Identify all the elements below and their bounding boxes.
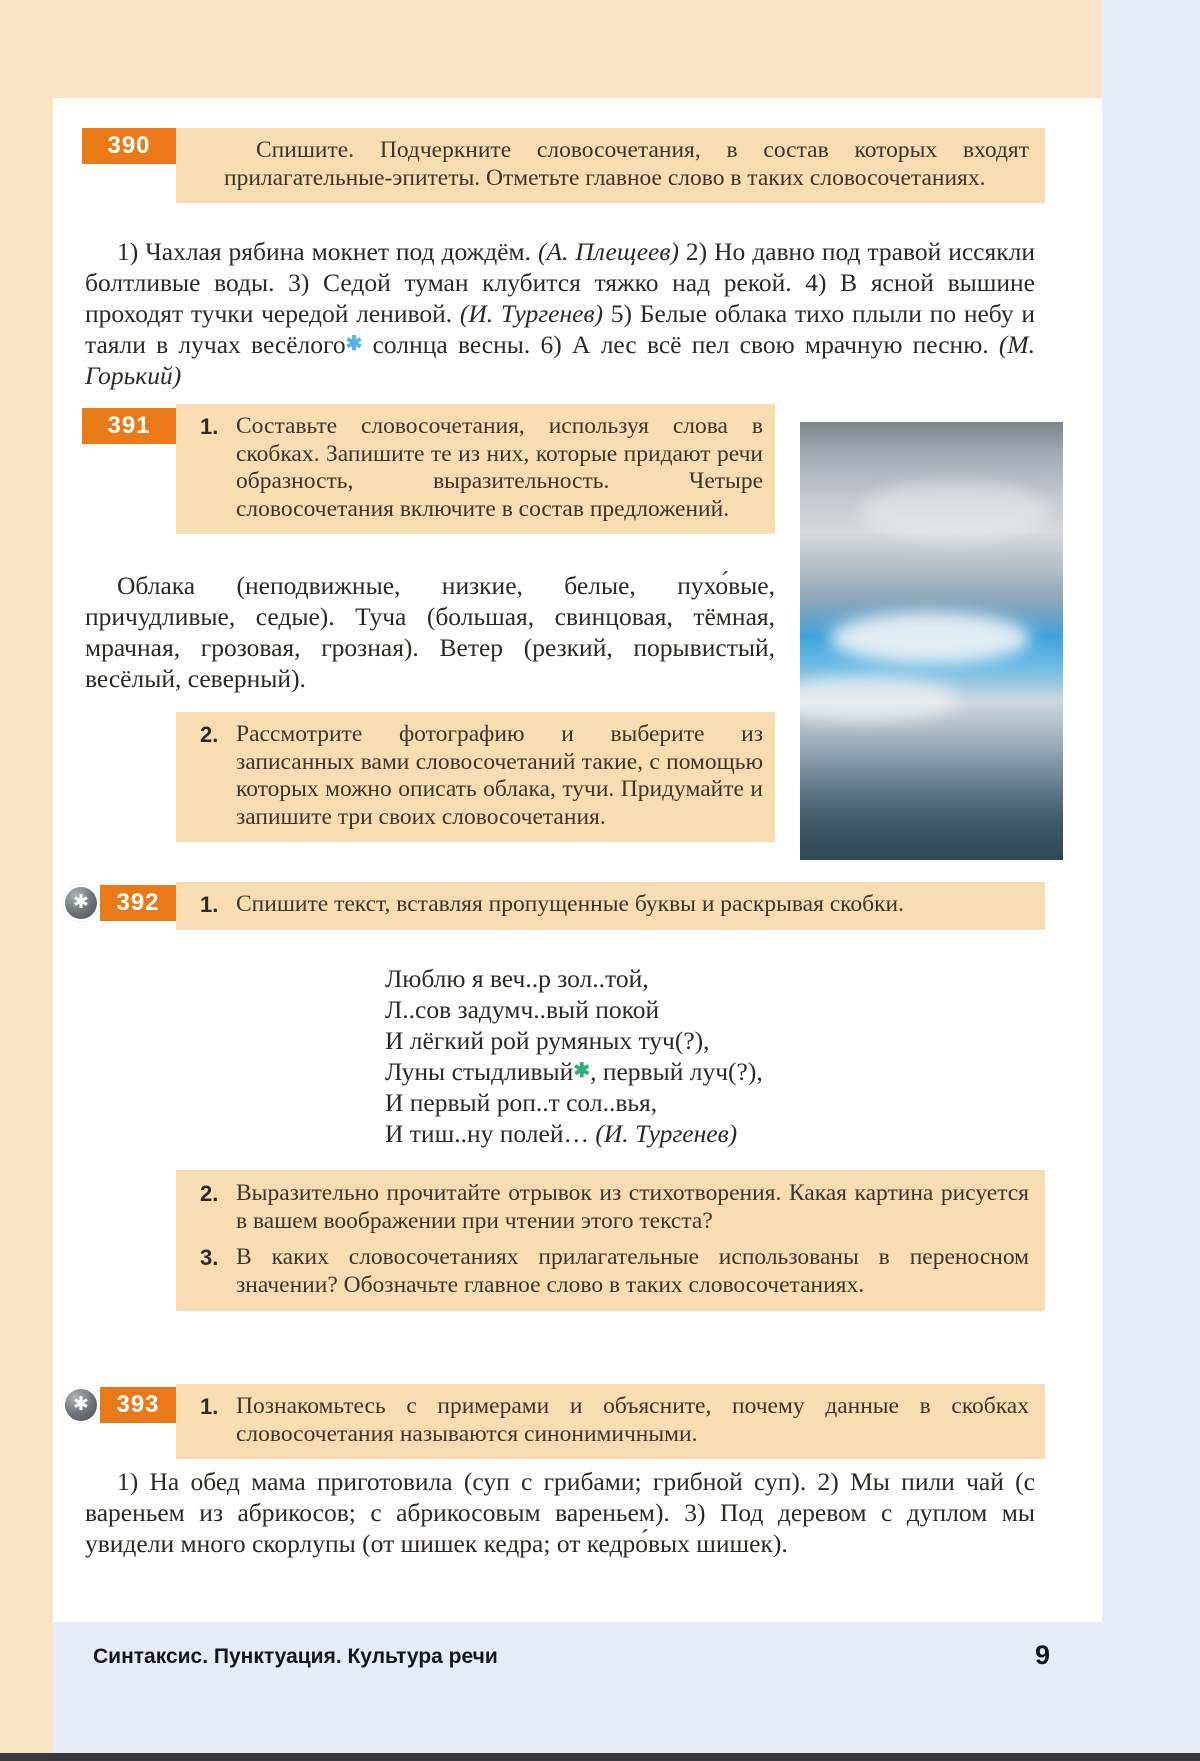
author-name: (А. Плещеев) <box>537 237 679 266</box>
text-segment: И тиш..ну полей… <box>385 1119 596 1148</box>
item-number-label: 3. <box>200 1245 219 1270</box>
text-segment: 2) Но давно под травой иссякли болтливые воды. 3) Седой туман клубится тяжко над рекой. 4) В ясной вышине проходят тучки чередой ленивой. <box>85 237 1035 328</box>
instruction-text: Спишите текст, вставляя пропущенные буквы и раскрывая скобки. <box>236 891 904 917</box>
instruction-text: Выразительно прочитайте отрывок из стихотворения. Какая картина рисуется в вашем воображении при чтении этого текста? <box>236 1180 1029 1234</box>
exercise-391-instruction-part2 <box>176 712 775 842</box>
footnote-star-icon: ✱ <box>345 333 363 355</box>
exercise-393-text <box>85 1466 1035 1559</box>
poem-line <box>385 1118 763 1149</box>
exercise-392-badge: 392 <box>100 885 176 921</box>
text-segment: солнца весны. 6) А лес всё пел свою мрачную песню. <box>362 330 999 359</box>
difficulty-star-icon <box>62 884 100 922</box>
exercise-390-instruction <box>176 128 1045 203</box>
clouds-photo <box>800 422 1063 860</box>
text-segment: 1) Чахлая рябина мокнет под дождём. <box>117 237 538 266</box>
exercise-390-badge: 390 <box>82 128 176 164</box>
page-bottom-edge <box>0 1753 1200 1761</box>
exercise-392-instruction-part1 <box>176 882 1045 930</box>
text-segment: Облака (неподвижные, низкие, белые, пухо́вые, причудливые, седые). Туча (большая, свинцовая, тёмная, мрачная, грозовая, грозная). Ветер (резкий, порывистый, весёлый, северный). <box>85 571 775 693</box>
text-segment: Луны стыдливый <box>385 1057 574 1086</box>
cloud-shape <box>860 482 1050 542</box>
text-segment: 1) На обед мама приготовила (суп с грибами; грибной суп). 2) Мы пили чай (с вареньем из абрикосов; с абрикосовым вареньем). 3) Под деревом с дуплом мы увидели много скорлупы (от шишек кедра; от кедро́вых шишек). <box>85 1467 1035 1558</box>
text-segment: 5) Белые облака тихо плыли по небу и таяли в лучах весёлого <box>85 299 1035 359</box>
item-number-label: 2. <box>200 722 219 747</box>
star-glyph: ✱ <box>73 891 89 913</box>
author-name: (И. Тургенев) <box>459 299 604 328</box>
exercise-390-text <box>85 236 1035 391</box>
footer-page-number: 9 <box>1034 1640 1050 1670</box>
page-border-top <box>0 0 1102 98</box>
cloud-shape <box>800 677 960 721</box>
poem-line: И лёгкий рой румяных туч(?), <box>385 1026 710 1055</box>
item-number-label: 2. <box>200 1181 219 1206</box>
poem-line: Люблю я веч..р зол..той, <box>385 964 649 993</box>
star-glyph: ✱ <box>73 1393 89 1415</box>
poem-line: Л..сов задумч..вый покой <box>385 995 660 1024</box>
exercise-393-badge: 393 <box>100 1387 176 1423</box>
exercise-391-badge: 391 <box>82 408 176 444</box>
footnote-star-icon: ✱ <box>573 1060 591 1082</box>
instruction-text: В каких словосочетаниях прилагательные использованы в переносном значении? Обозначьте главное слово в таких словосочетаниях. <box>236 1244 1029 1298</box>
instruction-text: Составьте словосочетания, используя слова в скобках. Запишите те из них, которые придают речи образность, выразительность. Четыре словосочетания включите в состав предложений. <box>236 413 763 522</box>
instruction-text: Познакомьтесь с примерами и объясните, почему данные в скобках словосочетания называются синонимичными. <box>236 1393 1029 1447</box>
text-segment: , первый луч(?), <box>590 1057 763 1086</box>
item-number-label: 1. <box>200 1394 219 1419</box>
exercise-393-instruction <box>176 1384 1045 1459</box>
author-name: (И. Тургенев) <box>595 1119 738 1148</box>
footer-section-title: Синтаксис. Пунктуация. Культура речи <box>93 1645 498 1668</box>
exercise-391-instruction-part1 <box>176 404 775 534</box>
item-number-label: 1. <box>200 892 219 917</box>
instruction-text: Рассмотрите фотографию и выберите из записанных вами словосочетаний такие, с помощью которых можно описать облака, тучи. Придумайте и запишите три своих словосочетания. <box>236 721 763 830</box>
item-number-label: 1. <box>200 414 219 439</box>
poem-block <box>385 963 763 1149</box>
page-border-left <box>0 98 53 1753</box>
exercise-392-instruction-parts-2-3 <box>176 1170 1045 1311</box>
difficulty-star-icon <box>62 1386 100 1424</box>
exercise-391-words <box>85 570 775 694</box>
poem-line <box>385 1056 763 1087</box>
poem-line: И первый роп..т сол..вья, <box>385 1088 658 1117</box>
instruction-text: Спишите. Подчеркните словосочетания, в состав которых входят прилагательные-эпитеты. Отметьте главное слово в таких словосочетаниях. <box>224 137 1029 191</box>
author-name: (М. Горький) <box>85 330 1036 390</box>
cloud-shape <box>830 612 1030 664</box>
